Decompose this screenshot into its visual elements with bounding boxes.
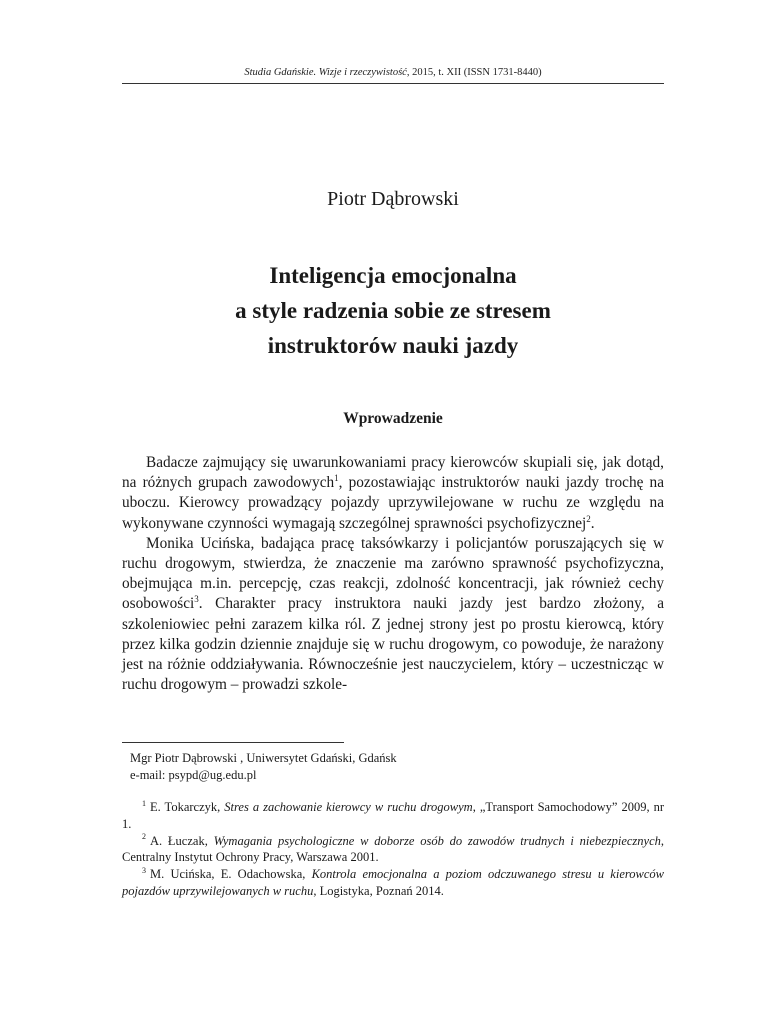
article-title: [122, 258, 664, 363]
title-line-3: instruktorów nauki jazdy: [267, 333, 519, 358]
footnote: [122, 799, 664, 833]
footnote: [122, 866, 664, 900]
footnote-text: , „Transport Samochodowy” 2009, nr 1.: [122, 800, 665, 831]
footnote-work-title: Kontrola emocjonalna a poziom odczuwanego stresu u kierowców pojazdów uprzywilejowanych w ruchu: [122, 867, 664, 898]
author-affiliation: [130, 750, 664, 783]
footnote-ref[interactable]: 1: [334, 473, 339, 484]
footnote-work-title: Stres a zachowanie kierowcy w ruchu drogowym: [224, 800, 473, 814]
journal-name: Studia Gdańskie. Wizje i rzeczywistość: [244, 67, 407, 78]
footnote-text: , Centralny Instytut Ochrony Pracy, Warszawa 2001.: [122, 833, 664, 865]
footnote-ref[interactable]: 3: [194, 594, 199, 605]
paragraph-text: Monika Ucińska, badająca pracę taksówkarzy i policjantów poruszających się w ruchu drogowym, stwierdza, że znaczenie ma zarówno sprawność psychofizyczna, obejmująca m.in. percepcję, czas reakcji, zdolność koncentracji, jak również cechy osobowości: [122, 534, 664, 613]
footnote-mark: 1: [142, 798, 146, 808]
paragraph-text: .: [590, 514, 595, 532]
author-name: Piotr Dąbrowski: [327, 188, 459, 210]
journal-details: , 2015, t. XII (ISSN 1731-8440): [406, 67, 542, 78]
title-line-1: Inteligencja emocjonalna: [269, 263, 517, 288]
paragraph-text: Badacze zajmujący się uwarunkowaniami pracy kierowców skupiali się, jak dotąd, na różnych grupach zawodowych: [122, 454, 664, 492]
email-line[interactable]: e-mail: psypd@ug.edu.pl: [130, 767, 257, 782]
paragraph-text: , pozostawiając instruktorów nauki jazdy trochę na uboczu. Kierowcy prowadzący pojazdy uprzywilejowane w ruchu ze względu na wykonywane czynności wymagają szczególnej sprawności psychofizycznej: [122, 474, 664, 532]
footnote-ref[interactable]: 2: [586, 513, 591, 524]
footnote-rule: [122, 742, 344, 743]
paragraph: [122, 534, 664, 696]
footnote-text: , Logistyka, Poznań 2014.: [313, 883, 444, 898]
body-text: [122, 453, 664, 695]
header-rule: [122, 83, 664, 84]
section-heading: Wprowadzenie: [343, 410, 443, 427]
footnote-mark: 2: [142, 832, 146, 842]
title-line-2: a style radzenia sobie ze stresem: [235, 298, 551, 323]
running-header: [122, 66, 664, 80]
footnote-text: M. Ucińska, E. Odachowska,: [150, 867, 312, 882]
footnote-mark: 3: [142, 866, 146, 876]
paragraph-text: . Charakter pracy instruktora nauki jazdy jest bardzo złożony, a szkoleniowiec pełni zarazem kilka ról. Z jednej strony jest po prostu kierowcą, który przez kilka godzin dziennie znajduje się w ruchu drogowym, co powoduje, że narażony jest na różnie oddziaływania. Równocześnie jest nauczycielem, który – uczestnicząc w ruchu drogowym – prowadzi szkole-: [122, 595, 664, 694]
footnote: [122, 833, 664, 867]
footnotes: [122, 799, 664, 900]
affiliation-line: Mgr Piotr Dąbrowski , Uniwersytet Gdański, Gdańsk: [130, 751, 397, 765]
footnote-work-title: Wymagania psychologiczne w doborze osób do zawodów trudnych i niebezpiecznych: [213, 833, 661, 848]
footnote-text: E. Tokarczyk,: [150, 800, 225, 814]
paragraph: [122, 453, 664, 534]
footnote-text: A. Łuczak,: [150, 833, 214, 848]
